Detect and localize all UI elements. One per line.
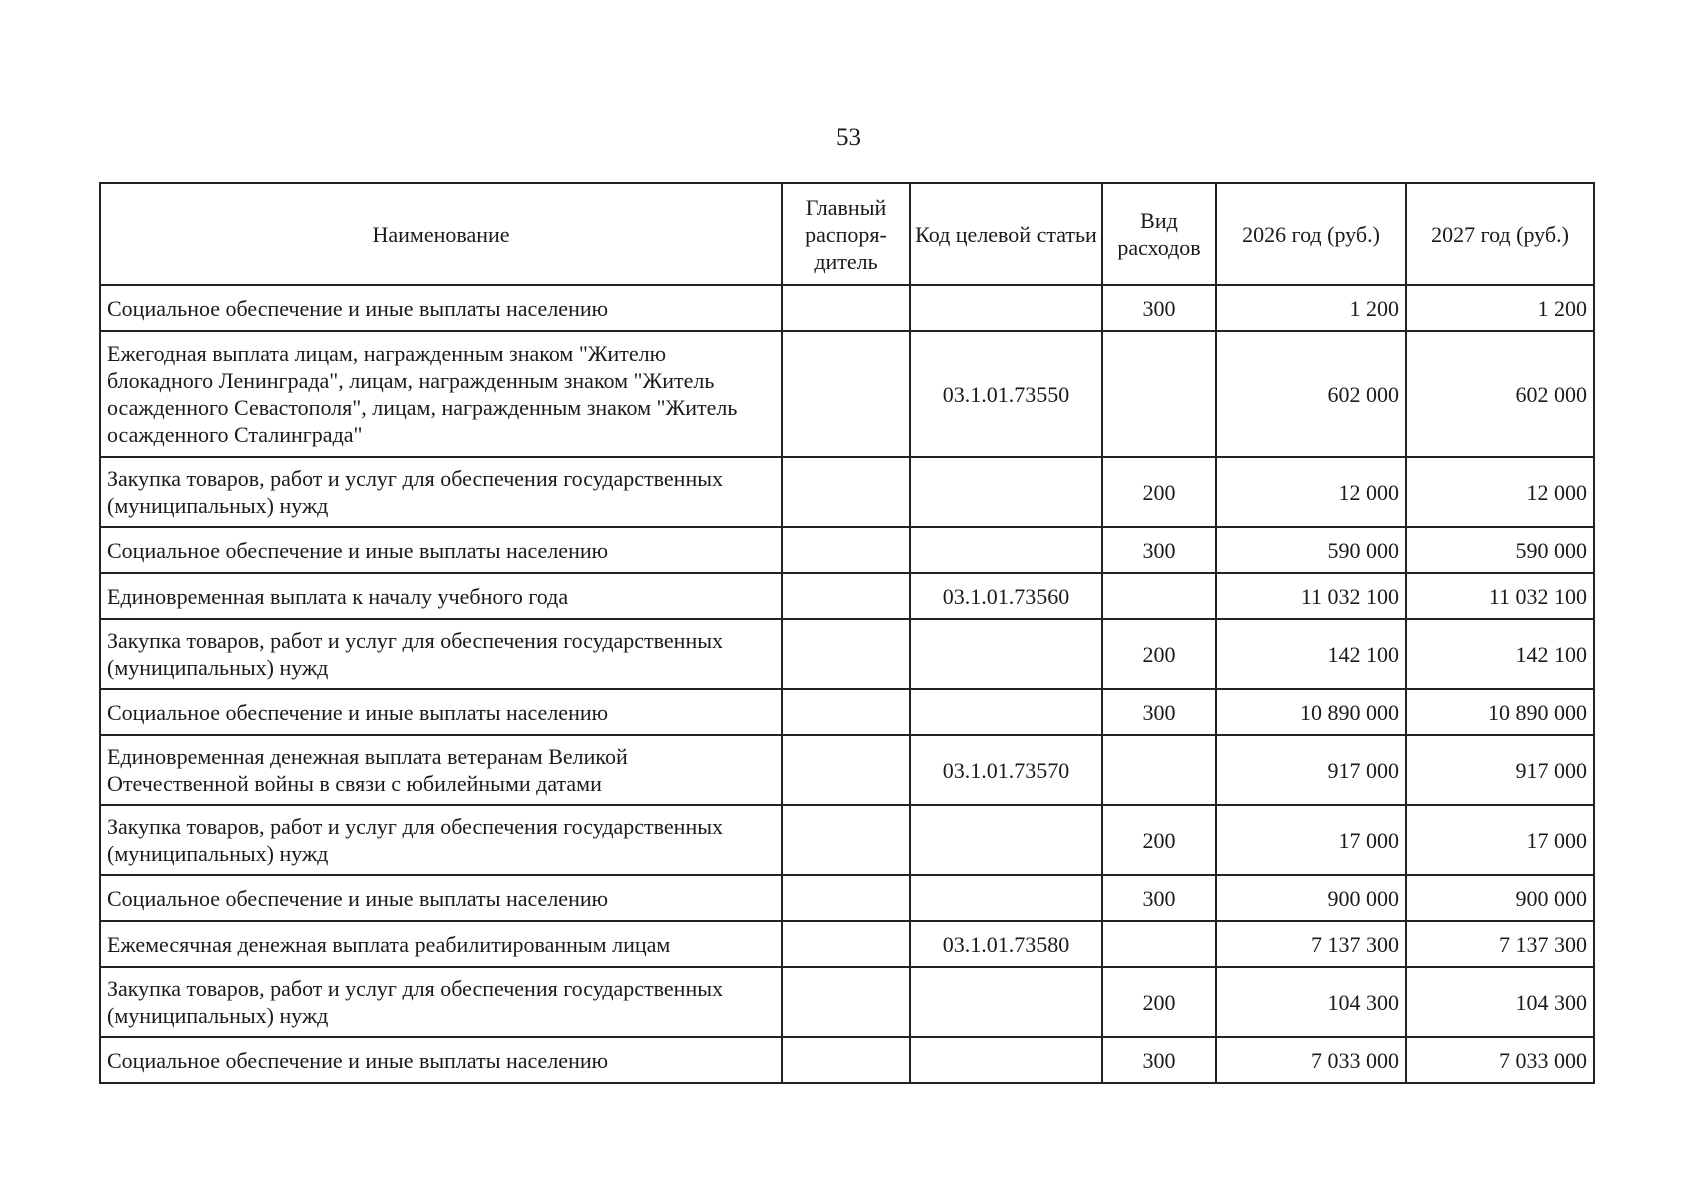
header-main-manager: Главный распоря-дитель <box>782 183 910 285</box>
header-expense-type: Вид расходов <box>1102 183 1216 285</box>
table-row <box>100 805 1594 875</box>
row-amount-2027: 7 137 300 <box>1406 921 1594 967</box>
row-code: 03.1.01.73570 <box>910 735 1102 805</box>
row-manager <box>782 331 910 457</box>
row-name: Закупка товаров, работ и услуг для обеспечения государственных (муниципальных) нужд <box>100 457 782 527</box>
row-amount-2027: 12 000 <box>1406 457 1594 527</box>
row-amount-2026: 17 000 <box>1216 805 1406 875</box>
row-expense-type: 300 <box>1102 285 1216 331</box>
row-amount-2026: 590 000 <box>1216 527 1406 573</box>
row-expense-type: 300 <box>1102 689 1216 735</box>
row-manager <box>782 805 910 875</box>
row-name: Социальное обеспечение и иные выплаты населению <box>100 689 782 735</box>
row-amount-2027: 10 890 000 <box>1406 689 1594 735</box>
row-manager <box>782 527 910 573</box>
row-expense-type <box>1102 921 1216 967</box>
row-amount-2026: 11 032 100 <box>1216 573 1406 619</box>
row-manager <box>782 921 910 967</box>
row-expense-type: 300 <box>1102 1037 1216 1083</box>
table-row <box>100 619 1594 689</box>
row-manager <box>782 689 910 735</box>
header-year-2027: 2027 год (руб.) <box>1406 183 1594 285</box>
row-expense-type <box>1102 573 1216 619</box>
row-manager <box>782 573 910 619</box>
page-number: 53 <box>836 124 861 151</box>
table-row <box>100 285 1594 331</box>
row-amount-2026: 602 000 <box>1216 331 1406 457</box>
row-amount-2026: 7 137 300 <box>1216 921 1406 967</box>
row-code <box>910 527 1102 573</box>
row-name: Закупка товаров, работ и услуг для обеспечения государственных (муниципальных) нужд <box>100 967 782 1037</box>
row-name: Социальное обеспечение и иные выплаты населению <box>100 1037 782 1083</box>
row-amount-2027: 104 300 <box>1406 967 1594 1037</box>
table-row <box>100 967 1594 1037</box>
row-code: 03.1.01.73550 <box>910 331 1102 457</box>
table-row <box>100 527 1594 573</box>
row-code <box>910 1037 1102 1083</box>
row-amount-2027: 11 032 100 <box>1406 573 1594 619</box>
row-code <box>910 619 1102 689</box>
row-code <box>910 285 1102 331</box>
table-row <box>100 1037 1594 1083</box>
row-amount-2027: 917 000 <box>1406 735 1594 805</box>
row-amount-2026: 104 300 <box>1216 967 1406 1037</box>
row-name: Социальное обеспечение и иные выплаты населению <box>100 875 782 921</box>
header-name: Наименование <box>100 183 782 285</box>
row-name: Ежемесячная денежная выплата реабилитированным лицам <box>100 921 782 967</box>
row-expense-type: 200 <box>1102 457 1216 527</box>
row-amount-2027: 1 200 <box>1406 285 1594 331</box>
row-name: Закупка товаров, работ и услуг для обеспечения государственных (муниципальных) нужд <box>100 619 782 689</box>
row-amount-2026: 1 200 <box>1216 285 1406 331</box>
table-row <box>100 921 1594 967</box>
row-manager <box>782 735 910 805</box>
row-expense-type <box>1102 331 1216 457</box>
row-amount-2026: 142 100 <box>1216 619 1406 689</box>
row-code: 03.1.01.73560 <box>910 573 1102 619</box>
row-expense-type: 200 <box>1102 967 1216 1037</box>
header-year-2026: 2026 год (руб.) <box>1216 183 1406 285</box>
row-expense-type <box>1102 735 1216 805</box>
row-expense-type: 300 <box>1102 875 1216 921</box>
budget-table <box>99 182 1595 1084</box>
row-code <box>910 967 1102 1037</box>
row-manager <box>782 875 910 921</box>
table-row <box>100 573 1594 619</box>
row-amount-2027: 602 000 <box>1406 331 1594 457</box>
row-amount-2026: 917 000 <box>1216 735 1406 805</box>
row-name: Ежегодная выплата лицам, награжденным знаком "Жителю блокадного Ленинграда", лицам, награжденным знаком "Житель осажденного Севастополя", лицам, награжденным знаком "Житель осажденного Сталинграда" <box>100 331 782 457</box>
row-manager <box>782 1037 910 1083</box>
row-expense-type: 200 <box>1102 619 1216 689</box>
row-amount-2026: 12 000 <box>1216 457 1406 527</box>
row-amount-2027: 7 033 000 <box>1406 1037 1594 1083</box>
row-amount-2026: 900 000 <box>1216 875 1406 921</box>
row-amount-2027: 142 100 <box>1406 619 1594 689</box>
table-row <box>100 735 1594 805</box>
row-manager <box>782 967 910 1037</box>
row-code <box>910 457 1102 527</box>
row-manager <box>782 285 910 331</box>
row-name: Социальное обеспечение и иные выплаты населению <box>100 527 782 573</box>
row-expense-type: 300 <box>1102 527 1216 573</box>
row-code: 03.1.01.73580 <box>910 921 1102 967</box>
row-amount-2026: 10 890 000 <box>1216 689 1406 735</box>
row-code <box>910 805 1102 875</box>
row-amount-2027: 17 000 <box>1406 805 1594 875</box>
row-name: Социальное обеспечение и иные выплаты населению <box>100 285 782 331</box>
row-expense-type: 200 <box>1102 805 1216 875</box>
row-manager <box>782 457 910 527</box>
table-row <box>100 457 1594 527</box>
table-row <box>100 875 1594 921</box>
row-amount-2027: 590 000 <box>1406 527 1594 573</box>
row-amount-2026: 7 033 000 <box>1216 1037 1406 1083</box>
row-amount-2027: 900 000 <box>1406 875 1594 921</box>
row-code <box>910 689 1102 735</box>
table-row <box>100 331 1594 457</box>
row-code <box>910 875 1102 921</box>
row-name: Единовременная выплата к началу учебного года <box>100 573 782 619</box>
row-name: Закупка товаров, работ и услуг для обеспечения государственных (муниципальных) нужд <box>100 805 782 875</box>
row-name: Единовременная денежная выплата ветеранам Великой Отечественной войны в связи с юбилейными датами <box>100 735 782 805</box>
table-header-row <box>100 183 1594 285</box>
header-target-code: Код целевой статьи <box>910 183 1102 285</box>
row-manager <box>782 619 910 689</box>
table-row <box>100 689 1594 735</box>
